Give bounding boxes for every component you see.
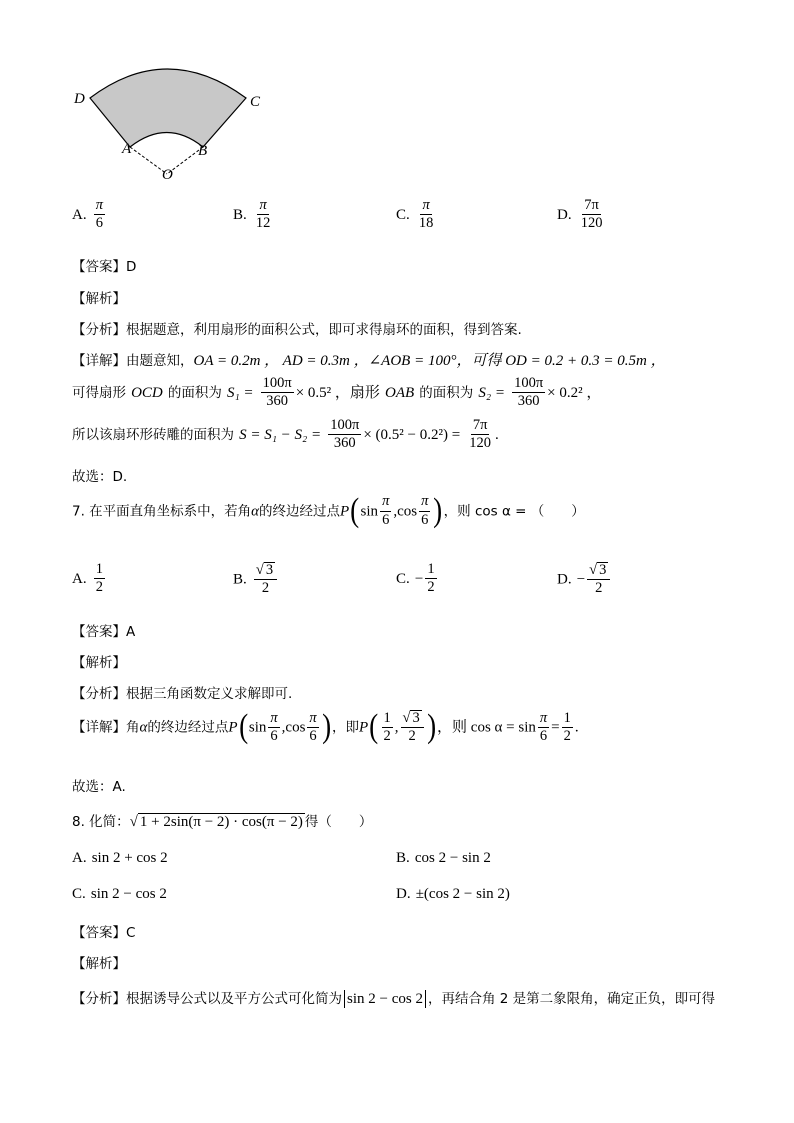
q7-analysis-tag: 【解析】 — [72, 655, 126, 671]
q6-answer: 【答案】D — [72, 259, 137, 275]
q8-option-d: D. ±(cos 2 − sin 2) — [396, 886, 510, 902]
option-fraction: $\frac{\pi}{12}$ — [255, 197, 271, 232]
option-fraction: $\frac{\pi}{18}$ — [418, 197, 434, 232]
q8-fenxi: 【分析】根据诱导公式以及平方公式可化简为 sin 2 − cos 2 ，再结合角 2 是第二象限角，确定正负，即可得 — [72, 991, 716, 1007]
q6-detail-line3: 所以该扇环形砖雕的面积为 S = S₁ − S₂ = $\frac{100\pi}{360}$ × (0.5² − 0.2²) = $\frac{7\pi}{120}$ . — [72, 417, 499, 452]
option-letter: C. — [396, 207, 410, 224]
q6-detail-line1: 【详解】由题意知，OA = 0.2m ， AD = 0.3m ，∠AOB = 100°，可得 OD = 0.2 + 0.3 = 0.5m ， — [72, 353, 666, 369]
q6-choose: 故选：D. — [72, 469, 128, 485]
q8-option-c: C. sin 2 − cos 2 — [72, 886, 167, 902]
q6-option-a — [72, 198, 107, 231]
label-b: B — [198, 143, 208, 159]
option-letter: D. — [557, 207, 572, 224]
q8-option-a: A. sin 2 + cos 2 — [72, 850, 168, 866]
annular-sector-figure — [70, 60, 270, 180]
q7-fenxi: 【分析】根据三角函数定义求解即可. — [72, 686, 293, 702]
q8-answer: 【答案】C — [72, 925, 136, 941]
q8-analysis-tag: 【解析】 — [72, 956, 126, 972]
option-letter: B. — [233, 207, 247, 224]
q7-answer: 【答案】A — [72, 624, 136, 640]
label-a: A — [122, 141, 132, 157]
q7-choose: 故选：A. — [72, 779, 126, 795]
q8-radicand: 1 + 2sin(π − 2) · cos(π − 2) — [139, 814, 303, 830]
q7-detail: 【详解】角α的终边经过点P(sin $\frac{\pi}{6}$ ,cos $\frac{\pi}{6}$ )，即P( $\frac{1}{2}$ , $\frac{√ 3}{2}$ )，则 cos α = sin $\frac{\pi}{6}$ = $\frac{1}{2}$ . — [72, 708, 579, 746]
q6-detail-line2: 可得扇形 OCD 的面积为 S₁ = $\frac{100\pi}{360}$ × 0.5² ，扇形 OAB 的面积为 S₂ = $\frac{100\pi}{360}$ × 0.2² ， — [72, 375, 602, 410]
q7-option-d: D. − $\frac{√ 3}{2}$ — [557, 562, 612, 596]
q6-option-c — [396, 198, 437, 231]
option-letter: A. — [72, 207, 87, 224]
shaded-ring-region — [90, 69, 246, 147]
label-o: O — [162, 167, 173, 183]
label-c: C — [250, 94, 261, 110]
q7-option-a: A. $\frac{1}{2}$ — [72, 561, 103, 596]
label-d: D — [74, 91, 85, 107]
q6-option-d — [557, 198, 606, 231]
q7-stem: 7. 在平面直角坐标系中，若角α的终边经过点P(sin $\frac{\pi}{6}$ ,cos $\frac{\pi}{6}$ )，则 cos α = （ ） — [72, 492, 585, 529]
q8-stem: 8. 化简：√ 1 + 2sin(π − 2) · cos(π − 2) 得（ ） — [72, 814, 373, 830]
option-fraction: $\frac{7\pi}{120}$ — [580, 197, 603, 232]
q7-option-c: C. − $\frac{1}{2}$ — [396, 561, 435, 596]
q8-option-b: B. cos 2 − sin 2 — [396, 850, 491, 866]
option-fraction: $\frac{\pi}{6}$ — [95, 197, 103, 232]
q6-analysis-tag: 【解析】 — [72, 291, 126, 307]
q7-option-b: B. $\frac{√ 3}{2}$ — [233, 562, 279, 596]
q6-fenxi: 【分析】根据题意，利用扇形的面积公式，即可求得扇环的面积，得到答案. — [72, 322, 522, 338]
q6-option-b — [233, 198, 274, 231]
